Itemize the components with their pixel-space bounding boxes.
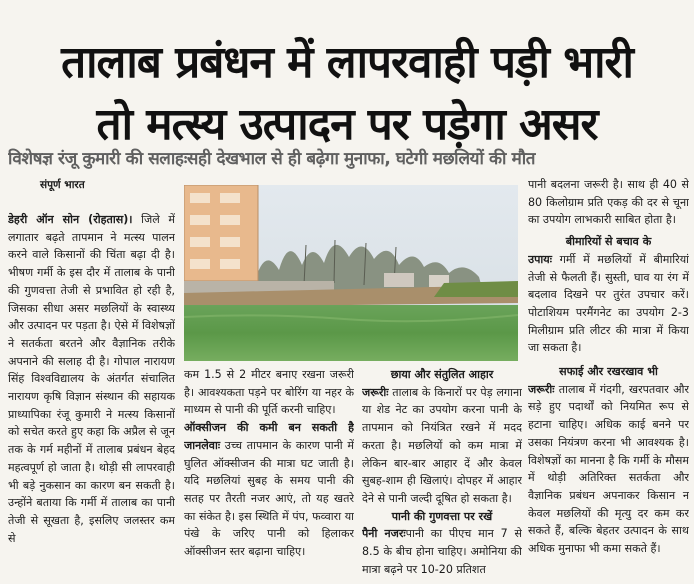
cleaning-heading: जरूरीः <box>528 382 555 396</box>
byline: संपूर्ण भारत <box>40 179 85 191</box>
column-1-text: जिले में लगातार बढ़ते तापमान ने मत्स्य पालन करने वाले किसानों की चिंता बढ़ा दी है। भीषण गर्मी के इस दौर में तालाब के पानी की गुणवत्ता तेजी से प्रभावित हो रही है, जिसका सीधा असर मछलियों के स्वास्थ्य और उत्पादन पर पड़ता है। ऐसे में विशेषज्ञों ने सतर्कता बरतने और वैज्ञानिक तरीके अपनाने की सलाह दी है। गोपाल नारायण सिंह विश्वविद्यालय के अंतर्गत संचालित नारायण कृषि विज्ञान संस्थान की सहायक प्राध्यापिका रंजू कुमारी ने मत्स्य किसानों को सचेत करते हुए कहा कि अप्रैल से जून तक के गर्म महीनों में तालाब प्रबंधन बेहद महत्वपूर्ण हो जाता है। थोड़ी सी लापरवाही भी बड़े नुकसान का कारण बन सकती है। उन्होंने बताया कि गर्मी में तालाब का पानी तेजी से सूखता है, इसलिए जलस्तर कम से <box>8 213 175 545</box>
oxygen-heading: ऑक्सीजन की कमी बन सकती है जानलेवाः <box>184 421 354 452</box>
article-column-3 <box>362 366 522 583</box>
cleaning-section-title: सफाई और रखरखाव भी <box>559 365 658 379</box>
subheadline: विशेषज्ञ रंजू कुमारी की सलाहःसही देखभाल से ही बढ़ेगा मुनाफा, घटेगी मछलियों की मौत <box>8 149 536 169</box>
water-quality-heading: पैनी नजरः <box>362 527 406 541</box>
headline-line-2: तो मत्स्य उत्पादन पर पड़ेगा असर <box>96 99 598 150</box>
shade-diet-heading: जरूरीः <box>362 385 389 399</box>
disease-section-title: बीमारियों से बचाव के <box>565 235 652 249</box>
column-4-text-1: पानी बदलना जरूरी है। साथ ही 40 से 80 किलोग्राम प्रति एकड़ की दर से चूना का उपयोग लाभकारी साबित होता है। <box>528 178 689 227</box>
headline-line-1: तालाब प्रबंधन में लापरवाही पड़ी भारी <box>61 37 633 88</box>
pond-photo-image <box>184 185 518 361</box>
article-column-2 <box>184 366 354 583</box>
column-2-text-2: उच्च तापमान के कारण पानी में घुलित ऑक्सीजन की मात्रा घट जाती है। यदि मछलियां सुबह के समय पानी की सतह पर तैरती नजर आएं, तो यह खतरे का संकेत है। इस स्थिति में पंप, फव्वारा या पंखे के जरिए पानी को हिलाकर ऑक्सीजन स्तर बढ़ाना चाहिए। <box>184 438 354 559</box>
dateline: डेहरी ऑन सोन (रोहतास)। <box>8 213 133 226</box>
pond-photo <box>184 185 518 361</box>
disease-heading: उपायः <box>528 252 552 266</box>
column-3-text: तालाब के किनारों पर पेड़ लगाना या शेड नेट का उपयोग करना पानी के तापमान को नियंत्रित रखने में मदद करता है। मछलियों को कम मात्रा में लेकिन बार-बार आहार दें और केवल सुबह-शाम ही खिलाएं। दोपहर में आहार देने से पानी जल्दी दूषित हो सकता है। <box>362 385 522 505</box>
column-2-text-1: कम 1.5 से 2 मीटर बनाए रखना जरूरी है। आवश्यकता पड़ने पर बोरिंग या नहर के माध्यम से पानी की पूर्ति करनी चाहिए। <box>184 368 354 417</box>
column-4-text-3: तालाब में गंदगी, खरपतवार और सड़े हुए पदार्थों को नियमित रूप से हटाना चाहिए। अधिक काई बनने पर उसका नियंत्रण करना भी आवश्यक है। विशेषज्ञों का मानना है कि गर्मी के मौसम में थोड़ी अतिरिक्त सतर्कता और वैज्ञानिक प्रबंधन अपनाकर किसान न केवल मछलियों की मृत्यु दर कम कर सकते हैं, बल्कि बेहतर उत्पादन के साथ अधिक मुनाफा भी कमा सकते हैं। <box>528 382 689 556</box>
column-4-text-2: गर्मी में मछलियों में बीमारियां तेजी से फैलती हैं। सुस्ती, घाव या रंग में बदलाव दिखने पर तुरंत उपचार करें। पोटाशियम परमैंगनेट का उपयोग 2-3 मिलीग्राम प्रति लीटर की मात्रा में किया जा सकता है। <box>528 252 689 355</box>
water-quality-section-title: पानी की गुणवत्ता पर रखें <box>391 509 493 523</box>
shade-diet-section-title: छाया और संतुलित आहार <box>390 368 494 381</box>
article-column-1 <box>8 211 175 583</box>
article-column-4 <box>528 176 689 583</box>
column-3-text-2: पानी का पीएच मान 7 से 8.5 के बीच होना चाहिए। अमोनिया की मात्रा बढ़ने पर 10-20 प्रतिशत <box>362 527 522 576</box>
